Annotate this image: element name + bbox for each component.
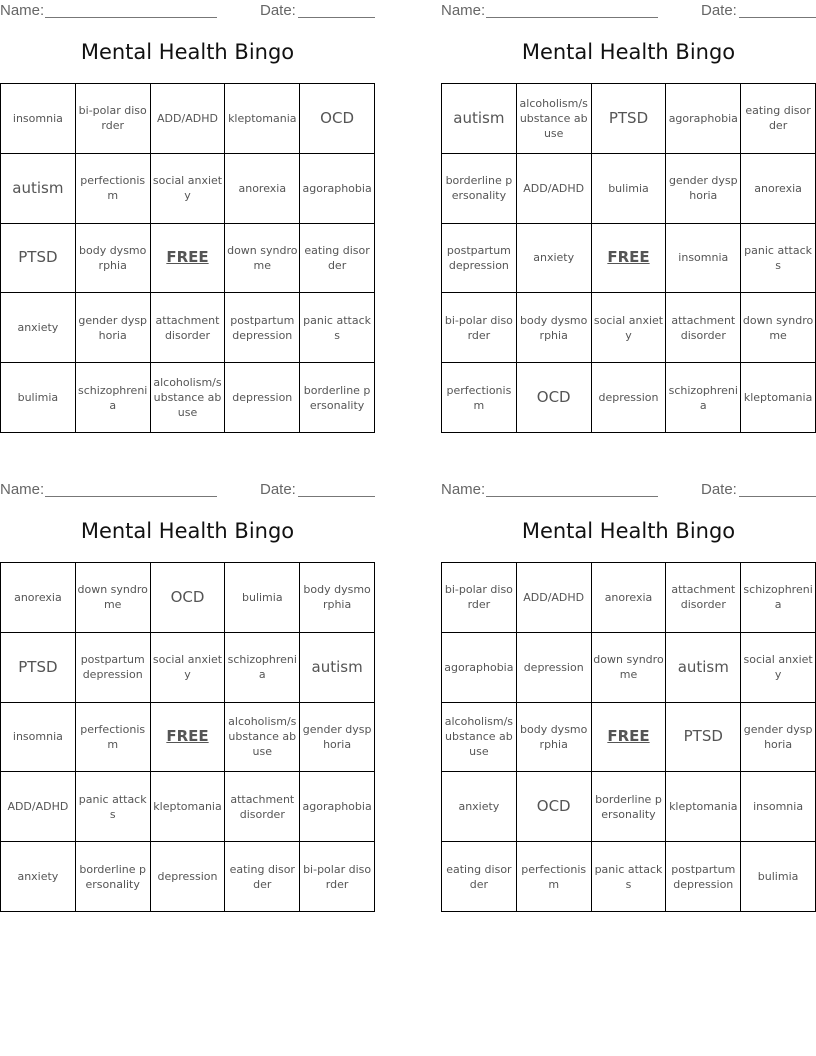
card-title: Mental Health Bingo <box>521 519 736 543</box>
bingo-cell[interactable]: PTSD <box>1 224 76 294</box>
bingo-cell[interactable]: anorexia <box>225 154 300 224</box>
bingo-cell[interactable]: eating disorder <box>300 224 375 294</box>
name-field-line[interactable] <box>486 17 658 18</box>
bingo-cell[interactable]: perfectionism <box>442 363 517 433</box>
bingo-cell[interactable]: postpartum depression <box>666 842 741 912</box>
bingo-cell[interactable]: gender dysphoria <box>76 293 151 363</box>
bingo-cell[interactable]: ADD/ADHD <box>151 84 226 154</box>
bingo-cell[interactable]: borderline personality <box>592 772 667 842</box>
bingo-cell[interactable]: autism <box>1 154 76 224</box>
bingo-cell[interactable]: insomnia <box>1 703 76 773</box>
card-title: Mental Health Bingo <box>80 519 295 543</box>
name-field-line[interactable] <box>45 17 217 18</box>
bingo-cell[interactable]: bulimia <box>1 363 76 433</box>
bingo-cell[interactable]: PTSD <box>1 633 76 703</box>
bingo-cell[interactable]: schizophrenia <box>225 633 300 703</box>
bingo-cell[interactable]: ADD/ADHD <box>517 563 592 633</box>
bingo-grid <box>441 562 816 912</box>
bingo-cell[interactable]: kleptomania <box>151 772 226 842</box>
bingo-cell[interactable]: ADD/ADHD <box>517 154 592 224</box>
free-space-cell[interactable]: FREE <box>151 703 226 773</box>
bingo-cell[interactable]: depression <box>151 842 226 912</box>
date-field-line[interactable] <box>298 17 375 18</box>
bingo-cell[interactable]: schizophrenia <box>741 563 816 633</box>
name-field-line[interactable] <box>45 496 217 497</box>
name-label: Name: <box>441 481 486 498</box>
bingo-cell[interactable]: insomnia <box>741 772 816 842</box>
bingo-cell[interactable]: bulimia <box>592 154 667 224</box>
name-date-bar <box>441 479 816 501</box>
bingo-cell[interactable]: perfectionism <box>517 842 592 912</box>
bingo-cell[interactable]: social anxiety <box>151 633 226 703</box>
bingo-cell[interactable]: attachment disorder <box>666 293 741 363</box>
bingo-cell[interactable]: social anxiety <box>741 633 816 703</box>
bingo-cell[interactable]: perfectionism <box>76 703 151 773</box>
bingo-cell[interactable]: schizophrenia <box>666 363 741 433</box>
bingo-cell[interactable]: bulimia <box>741 842 816 912</box>
bingo-cell[interactable]: eating disorder <box>741 84 816 154</box>
bingo-cell[interactable]: postpartum depression <box>225 293 300 363</box>
bingo-cell[interactable]: borderline personality <box>76 842 151 912</box>
bingo-cell[interactable]: alcoholism/substance abuse <box>442 703 517 773</box>
bingo-cell[interactable]: anxiety <box>517 224 592 294</box>
bingo-cell[interactable]: anorexia <box>592 563 667 633</box>
bingo-card-1 <box>0 0 375 435</box>
bingo-cell[interactable]: agoraphobia <box>300 154 375 224</box>
bingo-cell[interactable]: social anxiety <box>151 154 226 224</box>
bingo-cell[interactable]: gender dysphoria <box>666 154 741 224</box>
name-date-bar <box>0 0 375 22</box>
name-label: Name: <box>0 481 45 498</box>
bingo-cell[interactable]: social anxiety <box>592 293 667 363</box>
date-field-line[interactable] <box>739 496 816 497</box>
name-label: Name: <box>0 2 45 19</box>
bingo-cell[interactable]: panic attacks <box>741 224 816 294</box>
bingo-card-3 <box>0 479 375 914</box>
card-title: Mental Health Bingo <box>80 40 295 64</box>
bingo-cell[interactable]: attachment disorder <box>666 563 741 633</box>
bingo-cell[interactable]: postpartum depression <box>442 224 517 294</box>
bingo-grid <box>441 83 816 433</box>
bingo-cell[interactable]: eating disorder <box>442 842 517 912</box>
bingo-cell[interactable]: insomnia <box>666 224 741 294</box>
bingo-cell[interactable]: PTSD <box>592 84 667 154</box>
bingo-cell[interactable]: gender dysphoria <box>741 703 816 773</box>
bingo-card-4 <box>441 479 816 914</box>
bingo-cell[interactable]: autism <box>666 633 741 703</box>
bingo-cell[interactable]: body dysmorphia <box>517 703 592 773</box>
bingo-cell[interactable]: attachment disorder <box>151 293 226 363</box>
bingo-cell[interactable]: anorexia <box>1 563 76 633</box>
bingo-cell[interactable]: alcoholism/substance abuse <box>225 703 300 773</box>
bingo-cell[interactable]: down syndrome <box>741 293 816 363</box>
name-field-line[interactable] <box>486 496 658 497</box>
free-space-cell[interactable]: FREE <box>592 224 667 294</box>
bingo-cell[interactable]: anxiety <box>442 772 517 842</box>
free-space-cell[interactable]: FREE <box>592 703 667 773</box>
bingo-cell[interactable]: OCD <box>300 84 375 154</box>
bingo-cell[interactable]: depression <box>517 633 592 703</box>
bingo-cell[interactable]: anorexia <box>741 154 816 224</box>
bingo-cell[interactable]: PTSD <box>666 703 741 773</box>
bingo-cell[interactable]: bi-polar disorder <box>76 84 151 154</box>
bingo-cell[interactable]: insomnia <box>1 84 76 154</box>
card-title: Mental Health Bingo <box>521 40 736 64</box>
bingo-cell[interactable]: kleptomania <box>666 772 741 842</box>
bingo-cell[interactable]: alcoholism/substance abuse <box>151 363 226 433</box>
bingo-cell[interactable]: anxiety <box>1 842 76 912</box>
bingo-cell[interactable]: schizophrenia <box>76 363 151 433</box>
bingo-cell[interactable]: bi-polar disorder <box>300 842 375 912</box>
bingo-cell[interactable]: kleptomania <box>225 84 300 154</box>
name-date-bar <box>441 0 816 22</box>
bingo-grid <box>0 83 375 433</box>
bingo-cell[interactable]: attachment disorder <box>225 772 300 842</box>
date-field-line[interactable] <box>298 496 375 497</box>
bingo-cell[interactable]: anxiety <box>1 293 76 363</box>
date-label: Date: <box>260 2 296 19</box>
bingo-cell[interactable]: bulimia <box>225 563 300 633</box>
bingo-cell[interactable]: borderline personality <box>300 363 375 433</box>
bingo-cell[interactable]: ADD/ADHD <box>1 772 76 842</box>
bingo-cell[interactable]: bi-polar disorder <box>442 293 517 363</box>
date-label: Date: <box>260 481 296 498</box>
bingo-cell[interactable]: depression <box>225 363 300 433</box>
bingo-cell[interactable]: borderline personality <box>442 154 517 224</box>
free-space-cell[interactable]: FREE <box>151 224 226 294</box>
bingo-cell[interactable]: panic attacks <box>300 293 375 363</box>
name-label: Name: <box>441 2 486 19</box>
bingo-cell[interactable]: panic attacks <box>592 842 667 912</box>
bingo-cell[interactable]: kleptomania <box>741 363 816 433</box>
bingo-cell[interactable]: depression <box>592 363 667 433</box>
bingo-card-2 <box>441 0 816 435</box>
bingo-cell[interactable]: perfectionism <box>76 154 151 224</box>
bingo-cell[interactable]: down syndrome <box>225 224 300 294</box>
bingo-cell[interactable]: panic attacks <box>76 772 151 842</box>
bingo-cell[interactable]: body dysmorphia <box>300 563 375 633</box>
bingo-cell[interactable]: OCD <box>151 563 226 633</box>
bingo-cell[interactable]: bi-polar disorder <box>442 563 517 633</box>
bingo-cell[interactable]: body dysmorphia <box>76 224 151 294</box>
bingo-cell[interactable]: agoraphobia <box>666 84 741 154</box>
name-date-bar <box>0 479 375 501</box>
bingo-cell[interactable]: down syndrome <box>592 633 667 703</box>
bingo-cell[interactable]: gender dysphoria <box>300 703 375 773</box>
bingo-cell[interactable]: OCD <box>517 772 592 842</box>
bingo-cell[interactable]: postpartum depression <box>76 633 151 703</box>
date-label: Date: <box>701 481 737 498</box>
bingo-cell[interactable]: agoraphobia <box>442 633 517 703</box>
bingo-cell[interactable]: autism <box>300 633 375 703</box>
bingo-cell[interactable]: agoraphobia <box>300 772 375 842</box>
bingo-cell[interactable]: OCD <box>517 363 592 433</box>
bingo-cell[interactable]: eating disorder <box>225 842 300 912</box>
bingo-cell[interactable]: autism <box>442 84 517 154</box>
bingo-cell[interactable]: alcoholism/substance abuse <box>517 84 592 154</box>
bingo-cell[interactable]: down syndrome <box>76 563 151 633</box>
bingo-cell[interactable]: body dysmorphia <box>517 293 592 363</box>
date-label: Date: <box>701 2 737 19</box>
date-field-line[interactable] <box>739 17 816 18</box>
bingo-grid <box>0 562 375 912</box>
